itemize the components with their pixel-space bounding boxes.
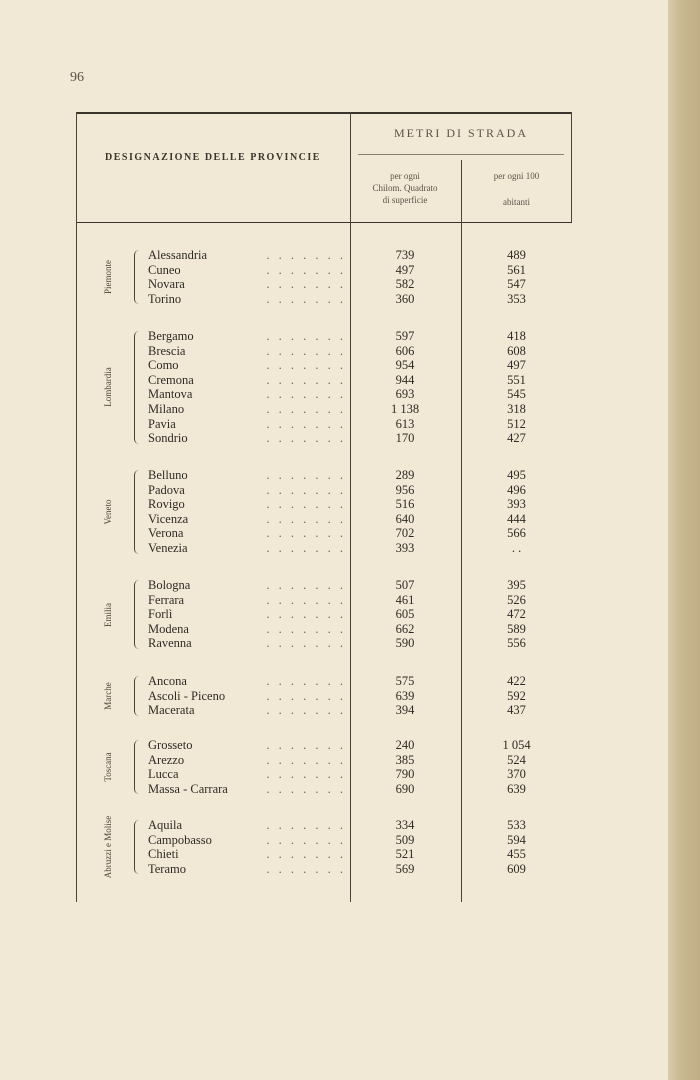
header-bottom-rule [76, 222, 572, 223]
province-label: Ravenna [148, 636, 192, 651]
leader-dots: . . . . . . . [266, 468, 346, 482]
region-label: Veneto [103, 499, 113, 525]
value-per-km2: 240 [395, 738, 415, 752]
leader-dots: . . . . . . . [266, 291, 346, 306]
value-per-100-inhabitants: 444 [507, 511, 526, 526]
leader-dots: . . . . . . . [266, 767, 346, 782]
province-label: Grosseto [148, 738, 193, 752]
province-label: Arezzo [148, 752, 185, 767]
province-label: Belluno [148, 468, 188, 482]
leader-dots: . . . . . . . [266, 703, 346, 718]
value-per-km2: 590 [395, 636, 415, 651]
province-label: Massa - Carrara [148, 781, 228, 796]
province-label: Modena [148, 621, 189, 636]
col1-header-line-3: di superficie [382, 195, 428, 205]
value-per-100-inhabitants: 472 [507, 607, 526, 622]
value-per-100-inhabitants: 524 [507, 752, 526, 767]
value-per-km2: 790 [395, 767, 415, 782]
col2-header [461, 170, 572, 208]
table-row [76, 607, 572, 621]
value-per-km2: 613 [395, 416, 415, 431]
table-row [76, 329, 572, 343]
value-per-100-inhabitants: 455 [507, 847, 526, 862]
leader-dots: . . . . . . . [266, 248, 346, 262]
value-per-km2: 394 [395, 703, 415, 718]
value-per-km2: 956 [395, 482, 415, 497]
province-label: Campobasso [148, 832, 212, 847]
province-label: Macerata [148, 703, 195, 718]
province-label: Padova [148, 482, 185, 497]
leader-dots: . . . . . . . [266, 688, 346, 703]
table-top-rule [76, 112, 572, 114]
value-per-km2: 739 [395, 248, 415, 262]
table-row [76, 292, 572, 306]
value-per-100-inhabitants: 370 [507, 767, 526, 782]
leader-dots: . . . . . . . [266, 526, 346, 541]
value-per-100-inhabitants: 395 [507, 578, 526, 592]
book-spine [668, 0, 700, 1080]
leader-dots: . . . . . . . [266, 636, 346, 651]
leader-dots: . . . . . . . [266, 847, 346, 862]
table-row [76, 483, 572, 497]
value-per-100-inhabitants: 592 [507, 688, 526, 703]
value-per-km2: 393 [395, 541, 415, 555]
leader-dots: . . . . . . . [266, 329, 346, 343]
value-per-100-inhabitants: 496 [507, 482, 526, 497]
table-row [76, 847, 572, 861]
province-label: Novara [148, 277, 185, 292]
province-label: Pavia [148, 416, 176, 431]
value-per-100-inhabitants: 639 [507, 781, 526, 796]
province-label: Como [148, 358, 179, 373]
province-label: Mantova [148, 387, 193, 402]
value-per-100-inhabitants: 547 [507, 277, 526, 292]
leader-dots: . . . . . . . [266, 578, 346, 592]
table-row [76, 782, 572, 796]
leader-dots: . . . . . . . [266, 372, 346, 387]
province-label: Torino [148, 291, 182, 306]
province-label: Bologna [148, 578, 191, 592]
value-per-km2: 690 [395, 781, 415, 796]
table-row [76, 541, 572, 555]
table-row [76, 402, 572, 416]
leader-dots: . . . . . . . [266, 592, 346, 607]
value-per-km2: 639 [395, 688, 415, 703]
col2-header-line-2: abitanti [503, 197, 530, 207]
province-label: Vicenza [148, 511, 189, 526]
leader-dots: . . . . . . . [266, 752, 346, 767]
table-row [76, 277, 572, 291]
table-row [76, 431, 572, 445]
value-per-km2: 334 [395, 818, 415, 832]
table-row [76, 593, 572, 607]
value-per-100-inhabitants: 393 [507, 497, 526, 512]
table-row [76, 417, 572, 431]
provinces-roads-table [76, 112, 572, 902]
region-label: Piemonte [103, 260, 113, 295]
value-per-100-inhabitants: 418 [507, 329, 526, 343]
designation-header: DESIGNAZIONE DELLE PROVINCIE [105, 152, 321, 163]
value-per-km2: 693 [395, 387, 415, 402]
metri-header: METRI DI STRADA [394, 126, 528, 140]
region-label: Toscana [103, 752, 113, 782]
province-label: Verona [148, 526, 184, 541]
province-label: Lucca [148, 767, 179, 782]
province-label: Cremona [148, 372, 194, 387]
table-row [76, 578, 572, 592]
value-per-100-inhabitants: 422 [507, 674, 526, 688]
leader-dots: . . . . . . . [266, 482, 346, 497]
leader-dots: . . . . . . . [266, 402, 346, 416]
province-label: Aquila [148, 818, 183, 832]
value-per-km2: 605 [395, 607, 415, 622]
col1-header [350, 170, 460, 206]
value-per-100-inhabitants: 566 [507, 526, 526, 541]
value-per-km2: 582 [395, 277, 415, 292]
value-per-100-inhabitants: 1 054 [502, 738, 531, 752]
value-per-km2: 597 [395, 329, 415, 343]
leader-dots: . . . . . . . [266, 621, 346, 636]
table-row [76, 767, 572, 781]
table-row [76, 387, 572, 401]
leader-dots: . . . . . . . [266, 832, 346, 847]
table-row [76, 512, 572, 526]
table-row [76, 818, 572, 832]
value-per-100-inhabitants: 545 [507, 387, 526, 402]
leader-dots: . . . . . . . [266, 343, 346, 358]
province-label: Sondrio [148, 431, 188, 446]
value-per-100-inhabitants: 497 [507, 358, 526, 373]
value-per-100-inhabitants: 594 [507, 832, 526, 847]
table-row [76, 753, 572, 767]
value-per-100-inhabitants: 609 [507, 861, 526, 876]
table-row [76, 622, 572, 636]
table-row [76, 738, 572, 752]
leader-dots: . . . . . . . [266, 431, 346, 446]
value-per-100-inhabitants: 489 [507, 248, 526, 262]
region-label: Abruzzi e Molise [103, 815, 113, 879]
table-row [76, 373, 572, 387]
value-per-km2: 662 [395, 621, 415, 636]
leader-dots: . . . . . . . [266, 781, 346, 796]
page-number: 96 [70, 70, 84, 85]
table-row [76, 263, 572, 277]
value-per-km2: 944 [395, 372, 415, 387]
leader-dots: . . . . . . . [266, 607, 346, 622]
value-per-km2: 360 [395, 291, 415, 306]
table-row [76, 703, 572, 717]
table-row [76, 468, 572, 482]
table-row [76, 689, 572, 703]
table-row [76, 862, 572, 876]
leader-dots: . . . . . . . [266, 262, 346, 277]
province-label: Ascoli - Piceno [148, 688, 226, 703]
value-per-km2: 461 [395, 592, 415, 607]
province-label: Chieti [148, 847, 179, 862]
region-label: Emilia [103, 602, 113, 627]
value-per-km2: 385 [395, 752, 415, 767]
value-per-km2: 702 [395, 526, 415, 541]
leader-dots: . . . . . . . [266, 416, 346, 431]
col1-header-line-2: Chilom. Quadrato [372, 183, 438, 193]
leader-dots: . . . . . . . [266, 861, 346, 876]
leader-dots: . . . . . . . [266, 541, 346, 555]
province-label: Brescia [148, 343, 186, 358]
value-per-100-inhabitants: 561 [507, 262, 526, 277]
value-per-km2: 954 [395, 358, 415, 373]
table-row [76, 674, 572, 688]
value-per-km2: 1 138 [390, 402, 420, 416]
col1-header-line-1: per ogni [390, 171, 420, 181]
value-per-km2: 509 [395, 832, 415, 847]
table-row [76, 833, 572, 847]
col2-header-line-1: per ogni 100 [493, 171, 540, 181]
province-label: Cuneo [148, 262, 181, 277]
value-per-100-inhabitants: 533 [507, 818, 526, 832]
table-row [76, 344, 572, 358]
value-per-100-inhabitants: 495 [507, 468, 526, 482]
leader-dots: . . . . . . . [266, 497, 346, 512]
province-label: Ferrara [148, 592, 185, 607]
province-label: Alessandria [148, 248, 208, 262]
value-per-100-inhabitants: 551 [507, 372, 526, 387]
leader-dots: . . . . . . . [266, 358, 346, 373]
value-per-100-inhabitants: 512 [507, 416, 526, 431]
value-per-km2: 289 [395, 468, 415, 482]
province-label: Ancona [148, 674, 187, 688]
province-label: Teramo [148, 861, 186, 876]
table-row [76, 526, 572, 540]
value-per-km2: 497 [395, 262, 415, 277]
table-row [76, 636, 572, 650]
value-per-100-inhabitants: . . [511, 541, 522, 555]
value-per-100-inhabitants: 526 [507, 592, 526, 607]
value-per-100-inhabitants: 589 [507, 621, 526, 636]
leader-dots: . . . . . . . [266, 387, 346, 402]
region-label: Marche [103, 682, 113, 710]
value-per-100-inhabitants: 556 [507, 636, 526, 651]
leader-dots: . . . . . . . [266, 738, 346, 752]
value-per-km2: 575 [395, 674, 415, 688]
region-label: Lombardia [103, 367, 113, 408]
table-row [76, 248, 572, 262]
value-per-100-inhabitants: 318 [507, 402, 526, 416]
leader-dots: . . . . . . . [266, 818, 346, 832]
value-per-100-inhabitants: 437 [507, 703, 526, 718]
province-label: Forlì [148, 607, 173, 622]
leader-dots: . . . . . . . [266, 277, 346, 292]
leader-dots: . . . . . . . [266, 674, 346, 688]
province-label: Rovigo [148, 497, 185, 512]
value-per-100-inhabitants: 427 [507, 431, 526, 446]
province-label: Bergamo [148, 329, 194, 343]
province-label: Milano [148, 402, 185, 416]
value-per-100-inhabitants: 608 [507, 343, 526, 358]
value-per-km2: 521 [395, 847, 415, 862]
value-per-km2: 640 [395, 511, 415, 526]
value-per-km2: 516 [395, 497, 415, 512]
value-per-km2: 507 [395, 578, 415, 592]
value-per-km2: 606 [395, 343, 415, 358]
value-per-100-inhabitants: 353 [507, 291, 526, 306]
value-per-km2: 569 [395, 861, 415, 876]
value-per-km2: 170 [395, 431, 415, 446]
table-row [76, 358, 572, 372]
province-label: Venezia [148, 541, 188, 555]
metri-underline [358, 154, 564, 155]
leader-dots: . . . . . . . [266, 511, 346, 526]
table-row [76, 497, 572, 511]
